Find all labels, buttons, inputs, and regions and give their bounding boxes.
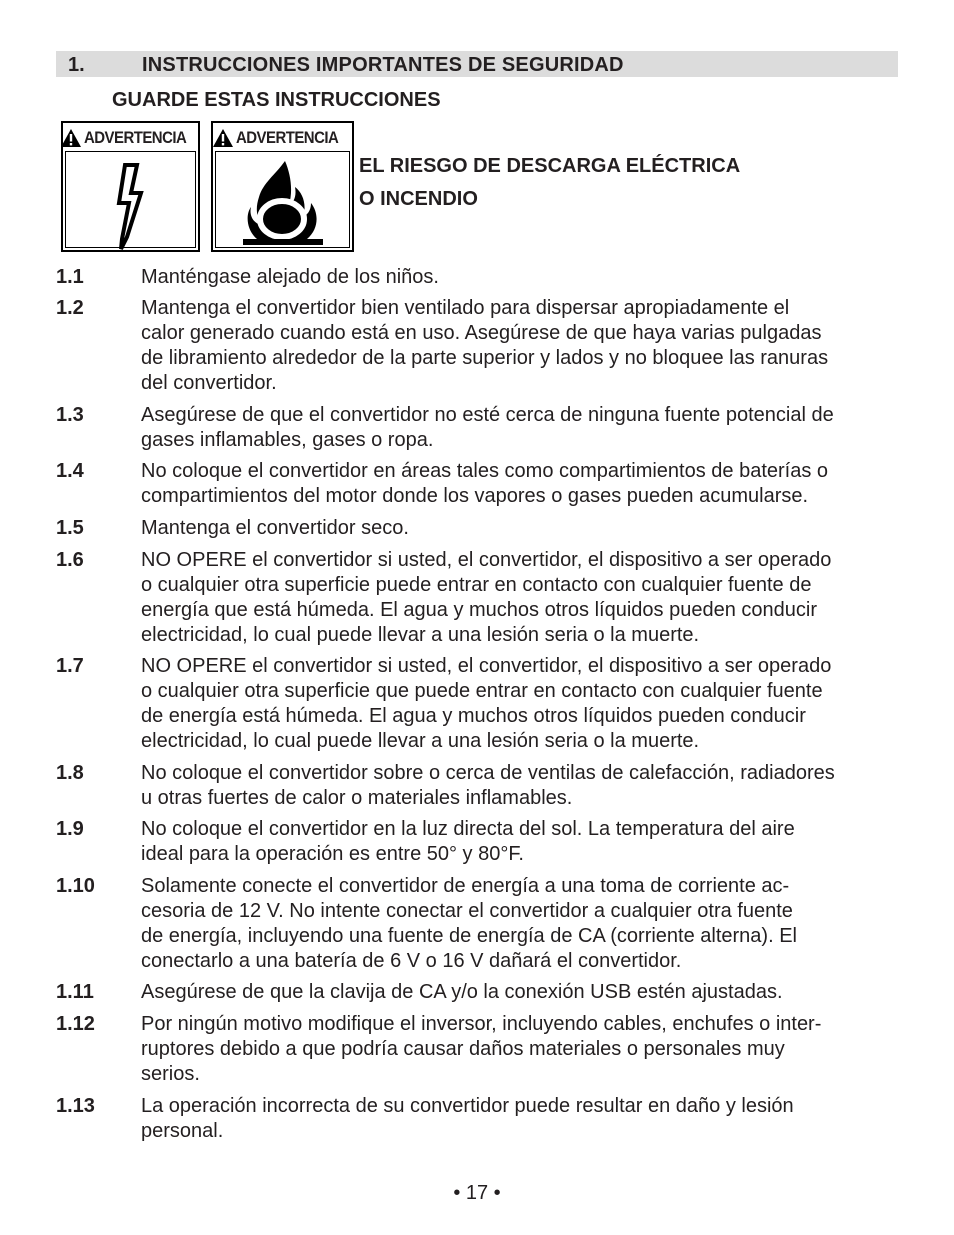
item-text: Asegúrese de que la clavija de CA y/o la conexión USB estén ajustadas.	[141, 981, 783, 1003]
item-text: Mantenga el convertidor seco.	[141, 517, 409, 539]
item-text: Asegúrese de que el convertidor no esté cerca de ninguna fuente potencial de gases inflamables, gases o ropa.	[141, 404, 834, 451]
warning-label: ADVERTENCIA	[84, 128, 187, 147]
item-number: 1.5	[56, 517, 84, 539]
item-number: 1.11	[56, 981, 94, 1003]
warning-header	[215, 125, 350, 151]
item-text: La operación incorrecta de su convertidor puede resultar en daño y lesión personal.	[141, 1095, 794, 1142]
item-number: 1.2	[56, 297, 84, 319]
item-number: 1.4	[56, 460, 84, 482]
section-number: 1.	[68, 54, 85, 76]
risk-line-2: O INCENDIO	[359, 188, 478, 210]
item-text: Solamente conecte el convertidor de energía a una toma de corriente ac- cesoria de 12 V. No intente conectar el convertidor a cualquier otra fuente de energía, incluyendo una fuente de energía de CA (corriente alterna). El conectarlo a una batería de 6 V o 16 V dañará el convertidor.	[141, 875, 797, 972]
item-text: NO OPERE el convertidor si usted, el convertidor, el dispositivo a ser operado o cualquier otra superficie puede entrar en contacto con cualquier fuente de energía que está húmeda. El agua y muchos otros líquidos pueden conducir electricidad, lo cual puede llevar a una lesión seria o la muerte.	[141, 549, 832, 646]
fire-icon	[213, 153, 352, 250]
item-number: 1.12	[56, 1013, 95, 1035]
item-text: No coloque el convertidor en la luz directa del sol. La temperatura del aire ideal para la operación es entre 50° y 80°F.	[141, 818, 795, 865]
item-number: 1.9	[56, 818, 84, 840]
item-text: Manténgase alejado de los niños.	[141, 266, 439, 288]
item-number: 1.7	[56, 655, 84, 677]
item-number: 1.3	[56, 404, 84, 426]
section-subtitle: GUARDE ESTAS INSTRUCCIONES	[112, 89, 441, 111]
warning-label: ADVERTENCIA	[236, 128, 339, 147]
item-number: 1.1	[56, 266, 84, 288]
section-title: INSTRUCCIONES IMPORTANTES DE SEGURIDAD	[142, 54, 624, 76]
warning-box-fire	[211, 121, 354, 252]
electric-shock-icon	[63, 153, 198, 250]
risk-line-1: EL RIESGO DE DESCARGA ELÉCTRICA	[359, 155, 741, 177]
item-text: No coloque el convertidor en áreas tales como compartimientos de baterías o compartimientos del motor donde los vapores o gases pueden acumularse.	[141, 460, 829, 507]
item-number: 1.10	[56, 875, 95, 897]
item-number: 1.8	[56, 762, 84, 784]
item-text: No coloque el convertidor sobre o cerca de ventilas de calefacción, radiadores u otras fuertes de calor o materiales inflamables.	[141, 762, 835, 809]
warning-triangle-icon	[212, 128, 234, 148]
page-number: • 17 •	[453, 1182, 501, 1204]
warning-header	[65, 125, 196, 151]
item-text: Mantenga el convertidor bien ventilado para dispersar apropiadamente el calor generado cuando está en uso. Asegúrese de que haya varias pulgadas de libramiento alrededor de la parte superior y lados y no bloquee las ranuras del convertidor.	[141, 297, 829, 394]
item-text: NO OPERE el convertidor si usted, el convertidor, el dispositivo a ser operado o cualquier otra superficie que puede entrar en contacto con cualquier fuente de energía está húmeda. El agua y muchos otros líquidos pueden conducir electricidad, lo cual puede llevar a una lesión seria o la muerte.	[141, 655, 832, 752]
warning-box-shock	[61, 121, 200, 252]
warning-triangle-icon	[60, 128, 82, 148]
item-text: Por ningún motivo modifique el inversor, incluyendo cables, enchufes o inter- ruptores debido a que podría causar daños materiales o personales muy serios.	[141, 1013, 822, 1085]
item-number: 1.13	[56, 1095, 95, 1117]
item-number: 1.6	[56, 549, 84, 571]
